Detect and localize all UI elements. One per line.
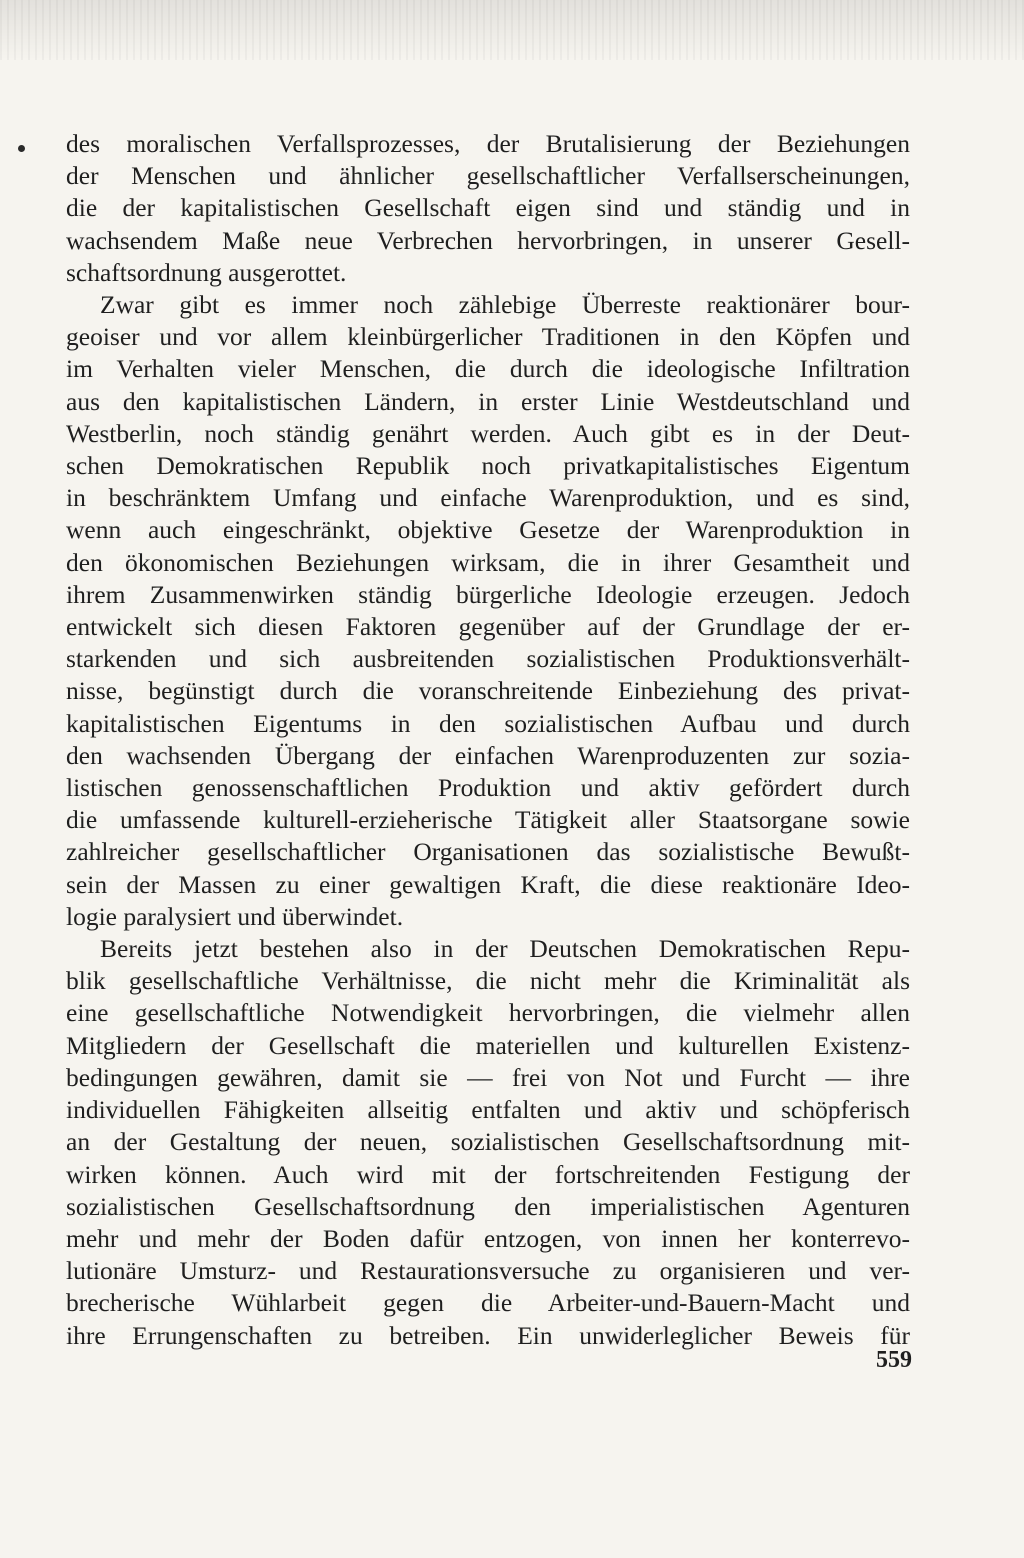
text-line-14: den ökonomischen Beziehungen wirksam, die in ihrer Gesamtheit und xyxy=(66,547,910,577)
text-line-12: in beschränktem Umfang und einfache Warenproduktion, und es sind, xyxy=(66,483,910,513)
text-line-34: sozialistischen Gesellschaftsordnung den imperialistischen Agenturen xyxy=(66,1191,910,1221)
text-line-22: die umfassende kulturell-erzieherische Tätigkeit aller Staatsorgane sowie xyxy=(66,805,910,835)
text-line-13: wenn auch eingeschränkt, objektive Gesetze der Warenproduktion in xyxy=(66,515,910,545)
text-line-38: ihre Errungenschaften zu betreiben. Ein unwiderleglicher Beweis für xyxy=(66,1320,910,1350)
text-line-19: kapitalistischen Eigentums in den sozialistischen Aufbau und durch xyxy=(66,708,910,738)
text-line-18: nisse, begünstigt durch die voranschreitende Einbeziehung des privat- xyxy=(66,676,910,706)
text-line-24: sein der Massen zu einer gewaltigen Kraft, die diese reaktionäre Ideo- xyxy=(66,869,910,899)
text-line-16: entwickelt sich diesen Faktoren gegenüber auf der Grundlage der er- xyxy=(66,612,910,642)
page-number: 559 xyxy=(876,1347,912,1373)
text-line-2: der Menschen und ähnlicher gesellschaftlicher Verfallserscheinungen, xyxy=(66,161,910,191)
scan-top-edge xyxy=(0,0,1024,60)
text-line-25: logie paralysiert und überwindet. xyxy=(66,901,404,931)
text-line-32: an der Gestaltung der neuen, sozialistischen Gesellschaftsordnung mit- xyxy=(66,1127,910,1157)
text-line-10: Westberlin, noch ständig genährt werden. Auch gibt es in der Deut- xyxy=(66,418,910,448)
margin-mark xyxy=(18,145,25,152)
text-line-7: geoiser und vor allem kleinbürgerlicher Traditionen in den Köpfen und xyxy=(66,322,910,352)
text-line-28: eine gesellschaftliche Notwendigkeit hervorbringen, die vielmehr allen xyxy=(66,998,910,1028)
text-line-9: aus den kapitalistischen Ländern, in erster Linie Westdeutschland und xyxy=(66,386,910,416)
text-line-26: Bereits jetzt bestehen also in der Deutschen Demokratischen Repu- xyxy=(100,934,910,964)
text-line-35: mehr und mehr der Boden dafür entzogen, von innen her konterrevo- xyxy=(66,1223,910,1253)
main-text xyxy=(66,128,910,1352)
text-line-31: individuellen Fähigkeiten allseitig entfalten und aktiv und schöpferisch xyxy=(66,1095,910,1125)
text-line-23: zahlreicher gesellschaftlicher Organisationen das sozialistische Bewußt- xyxy=(66,837,910,867)
text-line-21: listischen genossenschaftlichen Produktion und aktiv gefördert durch xyxy=(66,773,910,803)
text-line-5: schaftsordnung ausgerottet. xyxy=(66,257,347,287)
text-line-1: des moralischen Verfallsprozesses, der Brutalisierung der Beziehungen xyxy=(66,129,910,158)
text-line-37: brecherische Wühlarbeit gegen die Arbeiter-und-Bauern-Macht und xyxy=(66,1288,910,1318)
text-line-30: bedingungen gewähren, damit sie — frei von Not und Furcht — ihre xyxy=(66,1062,910,1092)
text-line-27: blik gesellschaftliche Verhältnisse, die nicht mehr die Kriminalität als xyxy=(66,966,910,996)
text-line-11: schen Demokratischen Republik noch privatkapitalistisches Eigentum xyxy=(66,451,910,481)
text-line-33: wirken können. Auch wird mit der fortschreitenden Festigung der xyxy=(66,1159,910,1189)
text-line-4: wachsendem Maße neue Verbrechen hervorbringen, in unserer Gesell- xyxy=(66,225,910,255)
text-line-29: Mitgliedern der Gesellschaft die materiellen und kulturellen Existenz- xyxy=(66,1030,910,1060)
text-line-6: Zwar gibt es immer noch zählebige Überreste reaktionärer bour- xyxy=(100,290,910,320)
text-line-36: lutionäre Umsturz- und Restaurationsversuche zu organisieren und ver- xyxy=(66,1256,910,1286)
text-line-15: ihrem Zusammenwirken ständig bürgerliche Ideologie erzeugen. Jedoch xyxy=(66,579,910,609)
text-line-8: im Verhalten vieler Menschen, die durch die ideologische Infiltration xyxy=(66,354,910,384)
text-line-20: den wachsenden Übergang der einfachen Warenproduzenten zur sozia- xyxy=(66,740,910,770)
text-line-3: die der kapitalistischen Gesellschaft eigen sind und ständig und in xyxy=(66,193,910,223)
text-line-17: starkenden und sich ausbreitenden sozialistischen Produktionsverhält- xyxy=(66,644,910,674)
